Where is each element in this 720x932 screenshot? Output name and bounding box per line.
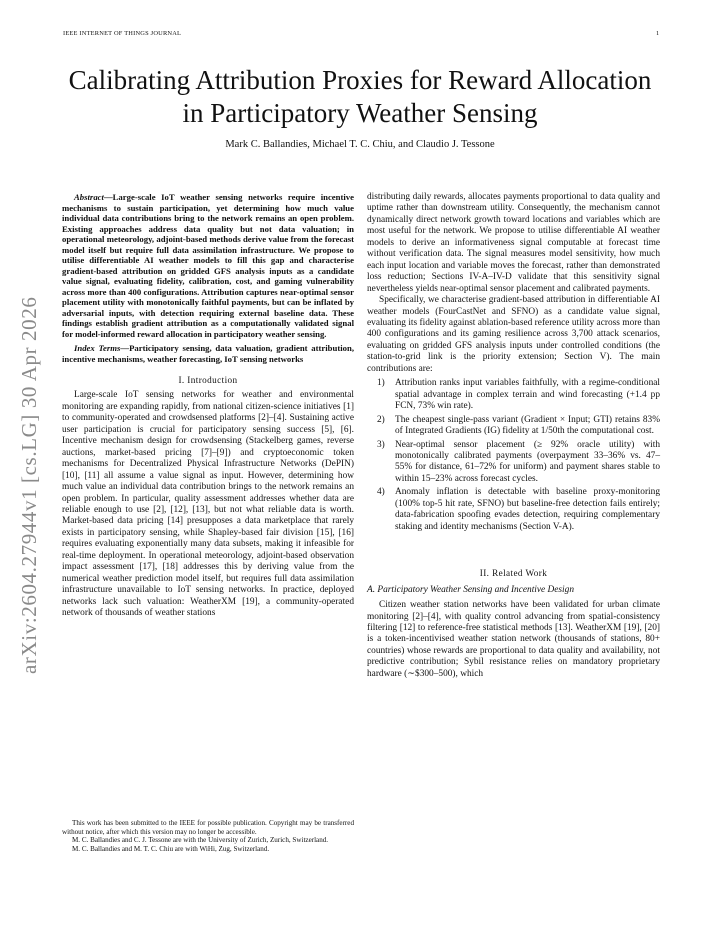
footnote: M. C. Ballandies and M. T. C. Chiu are with WiHi, Zug, Switzerland. xyxy=(72,844,270,853)
contributions-list xyxy=(367,378,660,533)
abstract: Abstract—Large-scale IoT weather sensing networks require incentive mechanisms to sustain participation, yet determining how much value individual data contributions bring to the network remains an open problem. Existing approaches address data quality but not data valuation; in operational meteorology, adjoint-based methods derive value from the forecast model itself but require full data assimilation infrastructure. We propose to utilise differentiable AI weather models to fill this gap and characterise gradient-based attribution on gridded GFS analysis inputs as a candidate value signal, evaluating fidelity, calibration, cost, and gaming vulnerability across more than 400 configurations. Attribution captures near-optimal sensor placement utility with monotonically faithful payments, but can be inflated by adversarial inputs, with detection requiring external baseline data. These findings establish gradient attribution as a computationally validated signal for model-informed reward allocation in participatory weather sensing. xyxy=(62,192,354,339)
page-number: 1 xyxy=(656,30,660,37)
footnotes xyxy=(62,819,354,853)
subsection-heading: A. Participatory Weather Sensing and Incentive Design xyxy=(367,584,574,595)
list-item xyxy=(367,378,660,412)
list-item-text: The cheapest single-pass variant (Gradient × Input; GTI) retains 83% of Integrated Gradients (IG) fidelity at 1/50th the computational cost. xyxy=(395,414,660,437)
list-item xyxy=(367,440,660,486)
list-item-number: 2) xyxy=(377,414,385,425)
footnote: This work has been submitted to the IEEE for possible publication. Copyright may be transferred without notice, after which this version may no longer be accessible. xyxy=(62,819,354,836)
section-heading-introduction: I. Introduction xyxy=(178,375,238,385)
index-terms-text: Participatory sensing, data valuation, gradient attribution, incentive mechanisms, weather forecasting, IoT sensing networks xyxy=(62,343,355,364)
section-heading-related-work: II. Related Work xyxy=(479,568,548,579)
section-spacer xyxy=(367,535,660,557)
author-list: Mark C. Ballandies, Michael T. C. Chiu, and Claudio J. Tessone xyxy=(225,139,495,150)
list-item-number: 3) xyxy=(377,439,385,450)
abstract-label: Abstract xyxy=(74,192,104,202)
right-column xyxy=(367,192,660,680)
paper-title: Calibrating Attribution Proxies for Reward Allocation in Participatory Weather Sensing xyxy=(68,65,652,128)
list-item xyxy=(367,487,660,533)
introduction-paragraph: Large-scale IoT sensing networks for weather and environmental monitoring are expanding rapidly, from national citizen-science initiatives [1] to community-operated and crowdsensed platforms [2]–[4]. Sustaining active user participation is crucial for participatory sensing success [5], [6]. Incentive mechanism design for crowdsensing (Stackelberg games, reverse auctions, market-based pricing [7]–[9]) and cryptoeconomic token mechanisms for Decentralized Physical Infrastructure Networks (DePIN) [10], [11] all assume a value signal as input. However, determining how much value an individual data contribution brings to the network remains an open problem. In particular, quality assessment addresses whether data are reliable enough to use [2], [12], [13], but not what reliable data is worth. Market-based data pricing [14] presupposes a data marketplace that rarely exists in participatory sensing, while Shapley-based fair division [15], [16] requires evaluating exponentially many data subsets, making it infeasible for real-time deployment. In operational meteorology, adjoint-based observation impact assessment [17], [18] addresses this by deriving value from the numerical weather prediction model itself, but requires full data assimilation infrastructure unavailable to IoT sensing networks. In practice, deployed networks lack such valuation: WeatherXM [19], a community-operated network of thousands of weather stations xyxy=(62,390,354,619)
list-item-text: Near-optimal sensor placement (≥ 92% oracle utility) with monotonically calibrated payments (overpayment 33–36% vs. 47–55% for distance, 61–72% for uniform) and payment shares stable to within 15–23% across forecast cycles. xyxy=(395,439,660,484)
arxiv-stamp: arXiv:2604.27944v1 [cs.LG] 30 Apr 2026 xyxy=(17,296,41,674)
list-item xyxy=(367,415,660,438)
list-item-text: Attribution ranks input variables faithfully, with a regime-conditional spatial advantage in complex terrain and wind forecasting (+1.4 pp FCN, 73% win rate). xyxy=(395,378,660,412)
body-paragraph: Specifically, we characterise gradient-based attribution in differentiable AI weather models (FourCastNet and SFNO) as a candidate value signal, evaluating its fidelity against ablation-based reference utility across more than 400 configurations and its gaming resilience across 3,700 attack scenarios, evaluating on gridded GFS analysis inputs under controlled conditions (the station-to-grid link is the priority extension; Section V). The main contributions are: xyxy=(367,295,660,374)
abstract-text: Large-scale IoT weather sensing networks require incentive mechanisms to sustain participation, yet determining how much value individual data contributions bring to the network remains an open problem. Existing approaches address data quality but not data valuation; in operational meteorology, adjoint-based methods derive value from the forecast model itself but require full data assimilation infrastructure. We propose to utilise differentiable AI weather models to fill this gap and characterise gradient-based attribution on gridded GFS analysis inputs as a candidate value signal, evaluating fidelity, calibration, cost, and gaming vulnerability across more than 400 configurations. Attribution captures near-optimal sensor placement utility with monotonically faithful payments, but can be inflated by adversarial inputs, with detection requiring external baseline data. These findings establish gradient attribution as a computationally validated signal for model-informed reward allocation in participatory weather sensing. xyxy=(62,192,354,339)
list-item-number: 4) xyxy=(377,487,385,498)
left-column xyxy=(62,192,354,620)
list-item-number: 1) xyxy=(377,378,385,389)
running-header: IEEE INTERNET OF THINGS JOURNAL xyxy=(63,30,182,37)
body-paragraph: distributing daily rewards, allocates payments proportional to data quality and uptime rather than downstream utility. Consequently, the mechanism cannot dynamically direct network growth toward locations and variables which are most useful for the network. We propose to utilise differentiable AI weather models to derive an informativeness signal computable at forecast time without verification data. The signal measures model sensitivity, how much each input location and variable moves the forecast, rather than demonstrated loss reduction; Sections IV-A–IV-D validate that this sensitivity signal nevertheless yields near-optimal sensor placement and calibrated payments. xyxy=(367,192,660,294)
index-terms-label: Index Terms xyxy=(74,343,121,353)
index-terms: Index Terms—Participatory sensing, data valuation, gradient attribution, incentive mechanisms, weather forecasting, IoT sensing networks xyxy=(62,343,355,364)
body-paragraph: Citizen weather station networks have been validated for urban climate monitoring [2]–[4], with quality control advancing from spatial-consistency filtering [12] to reference-free statistical methods [13]. WeatherXM [19], [20] is a token-incentivised weather station network (thousands of stations, 80+ countries) whose rewards are proportional to data quality and availability, not predictive contribution; Sybil resistance relies on mandatory proprietary hardware (∼$300–500), which xyxy=(367,600,660,679)
footnote: M. C. Ballandies and C. J. Tessone are with the University of Zurich, Zurich, Switzerland. xyxy=(72,836,329,845)
list-item-text: Anomaly inflation is detectable with baseline proxy-monitoring (100% top-5 hit rate, SFNO) but baseline-free detection fails entirely; data-fabrication spoofing evades detection, requiring complementary staking and identity mechanisms (Section V-A). xyxy=(395,487,660,532)
